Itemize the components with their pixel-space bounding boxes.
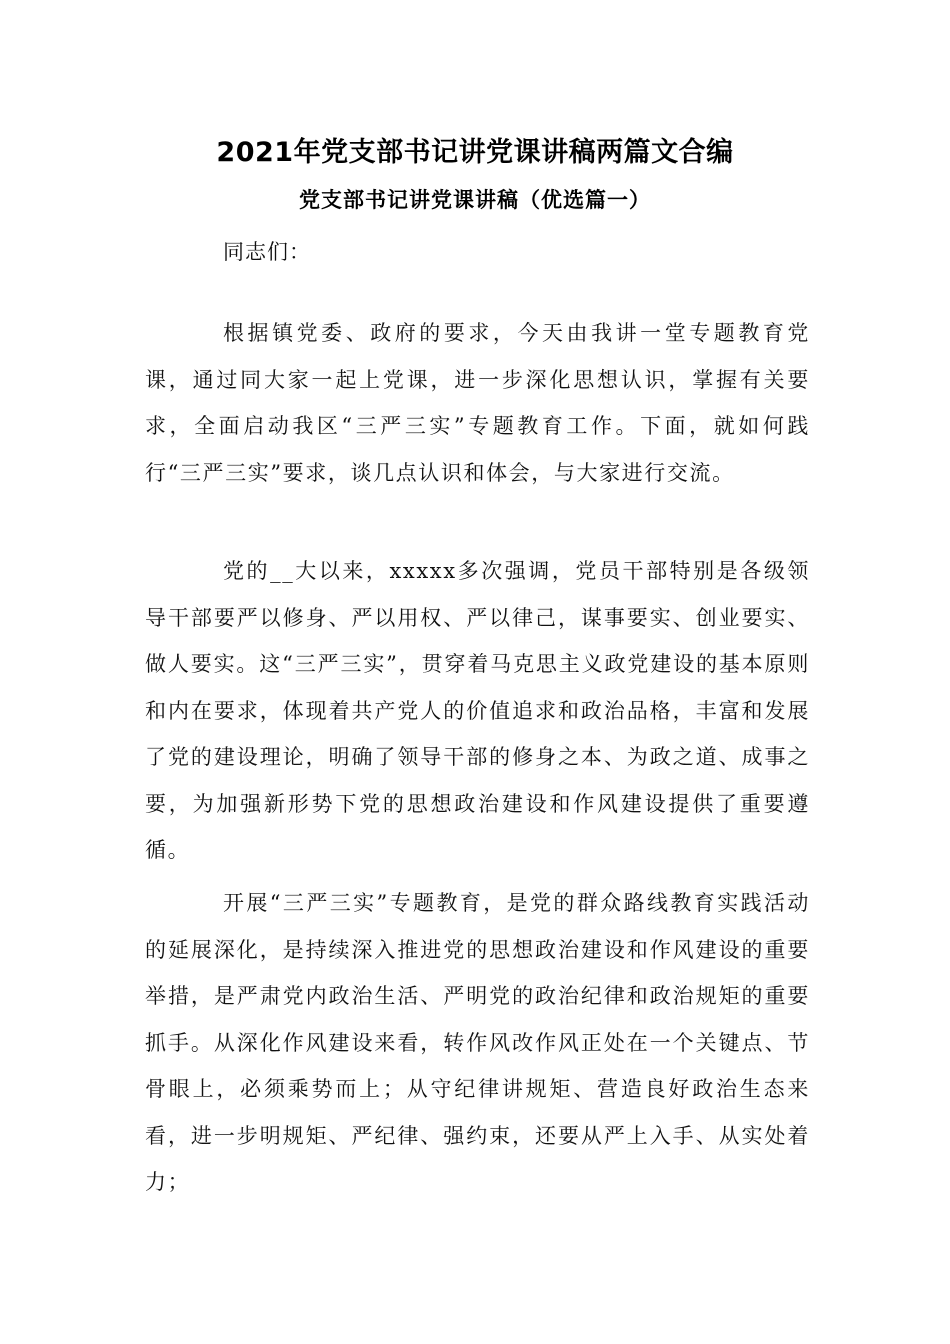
paragraph-2: 党的__大以来，xxxxx多次强调，党员干部特别是各级领导干部要严以修身、严以用权、严以律己，谋事要实、创业要实、做人要实。这“三严三实”，贯穿着马克思主义政党建设的基本原则和内在要求，体现着共产党人的价值追求和政治品格，丰富和发展了党的建设理论，明确了领导干部的修身之本、为政之道、成事之要，为加强新形势下党的思想政治建设和作风建设提供了重要遵循。: [145, 559, 810, 862]
document-title: 2021年党支部书记讲党课讲稿两篇文合编: [216, 137, 734, 168]
paragraph-1: 根据镇党委、政府的要求，今天由我讲一堂专题教育党课，通过同大家一起上党课，进一步深化思想认识，掌握有关要求，全面启动我区“三严三实”专题教育工作。下面，就如何践行“三严三实”要求，谈几点认识和体会，与大家进行交流。: [145, 321, 810, 485]
salutation: 同志们：: [223, 240, 311, 264]
paragraph-3: 开展“三严三实”专题教育，是党的群众路线教育实践活动的延展深化，是持续深入推进党的思想政治建设和作风建设的重要举措，是严肃党内政治生活、严明党的政治纪律和政治规矩的重要抓手。从深化作风建设来看，转作风改作风正处在一个关键点、节骨眼上，必须乘势而上；从守纪律讲规矩、营造良好政治生态来看，进一步明规矩、严纪律、强约束，还要从严上入手、从实处着力；: [145, 891, 810, 1194]
document-subtitle: 党支部书记讲党课讲稿（优选篇一）: [299, 187, 651, 212]
